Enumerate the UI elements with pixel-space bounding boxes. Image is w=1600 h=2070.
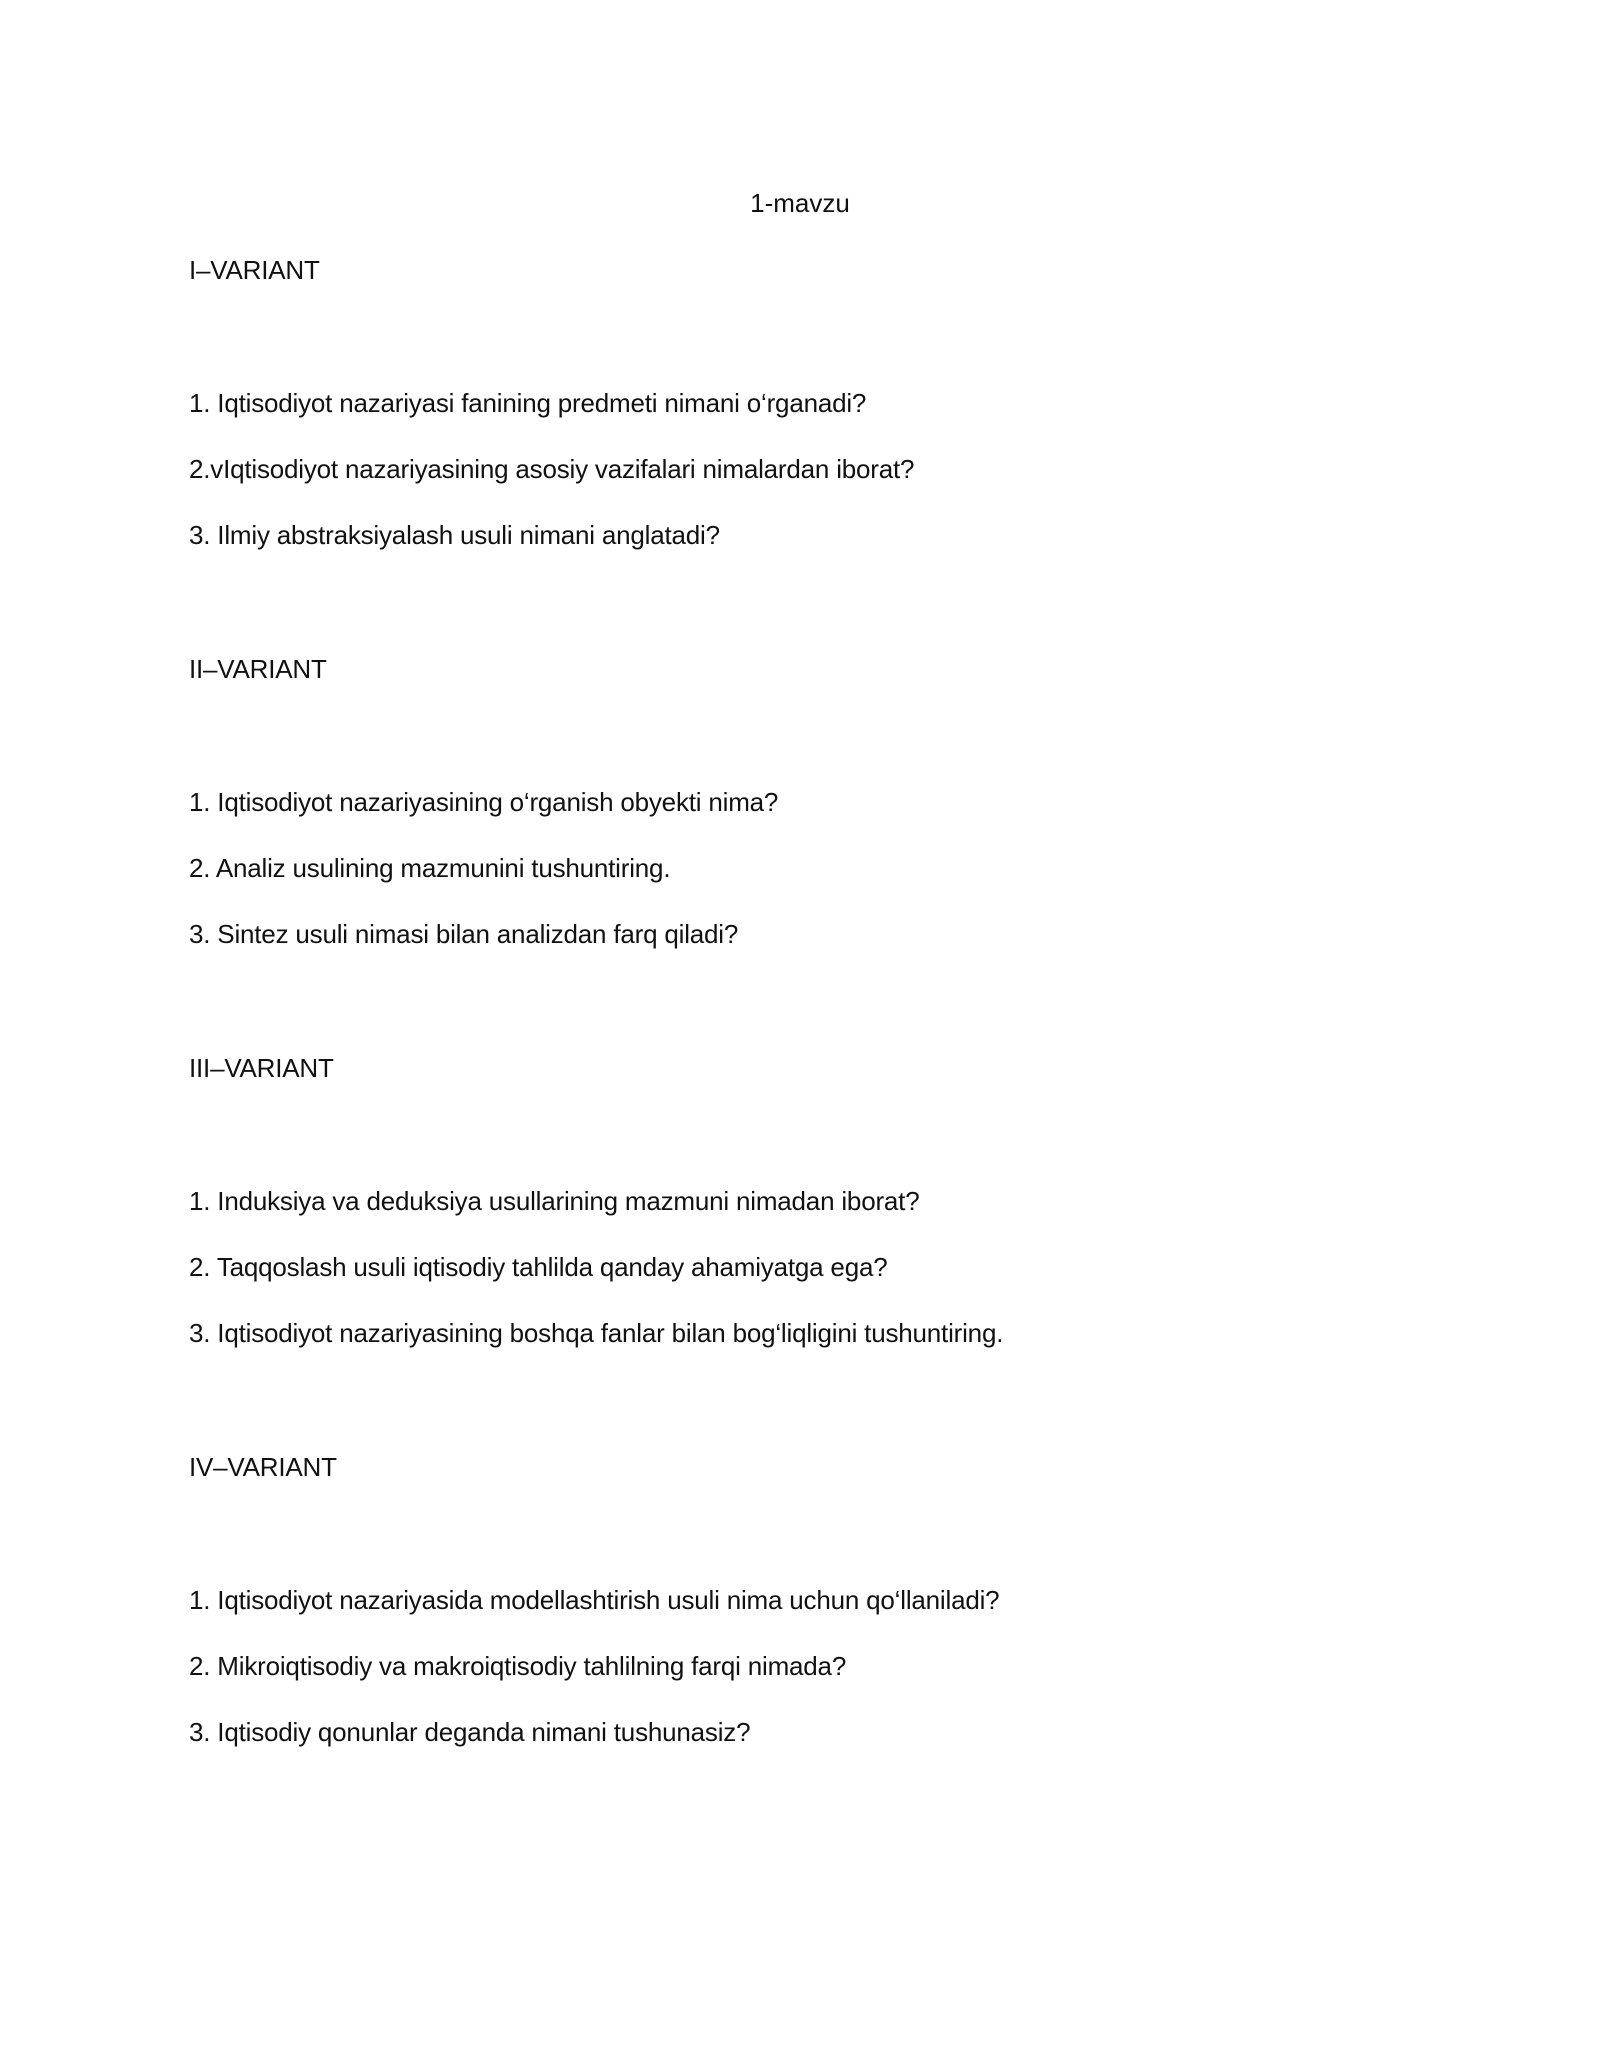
question-3-3: 3. Iqtisodiyot nazariyasining boshqa fanlar bilan bog‘liqligini tushuntiring. xyxy=(189,1318,1004,1348)
question-1-1: 1. Iqtisodiyot nazariyasi fanining predmeti nimani o‘rganadi? xyxy=(189,388,867,418)
question-2-3: 3. Sintez usuli nimasi bilan analizdan farq qiladi? xyxy=(189,919,739,949)
question-4-1: 1. Iqtisodiyot nazariyasida modellashtirish usuli nima uchun qo‘llaniladi? xyxy=(189,1585,1000,1615)
document-title: 1-mavzu xyxy=(750,188,850,218)
variant-heading-2: II–VARIANT xyxy=(189,654,327,684)
variant-heading-1: I–VARIANT xyxy=(189,255,320,285)
question-1-2: 2.vIqtisodiyot nazariyasining asosiy vazifalari nimalardan iborat? xyxy=(189,454,915,484)
question-2-1: 1. Iqtisodiyot nazariyasining o‘rganish obyekti nima? xyxy=(189,787,779,817)
question-4-3: 3. Iqtisodiy qonunlar deganda nimani tushunasiz? xyxy=(189,1717,751,1747)
question-3-1: 1. Induksiya va deduksiya usullarining mazmuni nimadan iborat? xyxy=(189,1186,920,1216)
question-4-2: 2. Mikroiqtisodiy va makroiqtisodiy tahlilning farqi nimada? xyxy=(189,1651,847,1681)
question-2-2: 2. Analiz usulining mazmunini tushuntiring. xyxy=(189,853,671,883)
question-1-3: 3. Ilmiy abstraksiyalash usuli nimani anglatadi? xyxy=(189,520,720,550)
variant-heading-3: III–VARIANT xyxy=(189,1053,334,1083)
variant-heading-4: IV–VARIANT xyxy=(189,1452,337,1482)
question-3-2: 2. Taqqoslash usuli iqtisodiy tahlilda qanday ahamiyatga ega? xyxy=(189,1252,888,1282)
